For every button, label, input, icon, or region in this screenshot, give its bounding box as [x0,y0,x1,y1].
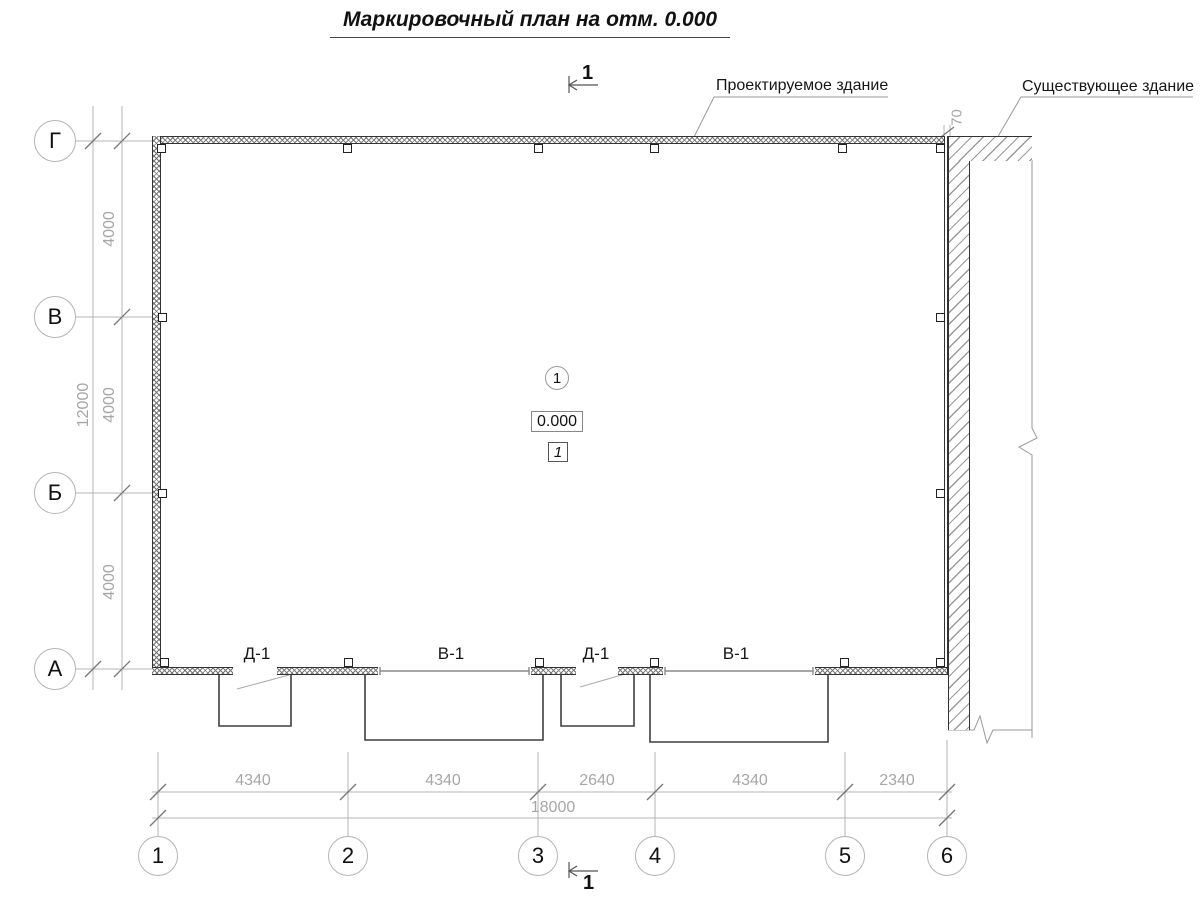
dim-left-total: 12000 [75,382,92,428]
node-number-label: 1 [552,369,562,387]
column-marker [650,144,659,153]
column-marker [936,658,945,667]
porch-outlines [219,675,828,742]
existing-building-label: Существующее здание [1022,78,1195,95]
row-axis-bubble-v [34,296,76,338]
dim-bottom-segment: 4340 [425,772,461,789]
col-axis-label: 6 [940,843,954,868]
dim-left-segment: 4000 [101,564,118,600]
col-axis-bubble-1 [138,836,178,876]
column-marker [840,658,849,667]
column-marker [158,313,167,322]
bottom-wall-segment [531,667,576,675]
bottom-wall-segment [277,667,378,675]
col-axis-bubble-5 [825,836,865,876]
column-marker [344,658,353,667]
col-axis-bubble-4 [635,836,675,876]
column-marker [160,658,169,667]
room-number-mark [548,442,568,462]
drawing-title: Маркировочный план на отм. 0.000 [330,8,730,38]
column-marker [535,658,544,667]
row-axis-label: А [47,656,63,681]
window-label-v1: В-1 [437,644,465,663]
column-marker [838,144,847,153]
dimension-lines [93,106,952,818]
row-axis-bubble-g [34,120,76,162]
col-axis-label: 4 [648,843,662,868]
dim-left-segment: 4000 [101,211,118,247]
col-axis-label: 2 [341,843,355,868]
dim-bottom-segment: 2640 [579,772,615,789]
door-label-d1: Д-1 [582,644,610,663]
section-mark-top-label: 1 [582,62,594,84]
bottom-wall-segment [618,667,663,675]
section-marks [569,76,598,878]
left-wall [152,136,161,675]
col-axis-label: 1 [151,843,165,868]
column-marker [343,144,352,153]
column-marker [936,313,945,322]
dim-left-segment: 4000 [101,387,118,423]
dim-bottom-segment: 4340 [235,772,271,789]
col-axis-bubble-3 [518,836,558,876]
row-axis-label: Г [49,128,61,153]
window-lines [380,667,813,675]
row-axis-bubble-a [34,648,76,690]
dim-bottom-total: 18000 [530,799,576,816]
elevation-mark [531,411,583,432]
column-marker [534,144,543,153]
dim-gap-70: 70 [948,109,966,126]
existing-building-side-wall [948,161,970,730]
row-axis-label: Б [47,480,63,505]
elevation-value: 0.000 [536,412,578,430]
row-axis-bubble-b [34,472,76,514]
col-axis-label: 5 [838,843,852,868]
column-marker [936,144,945,153]
projected-building-label: Проектируемое здание [716,77,889,94]
axis-lines [76,141,947,836]
tick-marks [85,127,955,826]
col-axis-bubble-6 [927,836,967,876]
top-wall [152,136,947,144]
dim-bottom-segment: 2340 [879,772,915,789]
room-number-label: 1 [553,443,563,461]
door-swing-lines [237,674,625,689]
bottom-wall-segment [815,667,947,675]
column-marker [650,658,659,667]
column-marker [157,144,166,153]
section-mark-bottom-label: 1 [583,872,595,894]
bottom-wall-segment [152,667,233,675]
col-axis-label: 3 [531,843,545,868]
row-axis-label: В [47,304,63,329]
col-axis-bubble-2 [328,836,368,876]
node-number-bubble [545,366,569,390]
door-label-d1: Д-1 [243,644,271,663]
column-marker [158,489,167,498]
window-label-v1: В-1 [722,644,750,663]
dim-bottom-segment: 4340 [732,772,768,789]
column-marker [936,489,945,498]
